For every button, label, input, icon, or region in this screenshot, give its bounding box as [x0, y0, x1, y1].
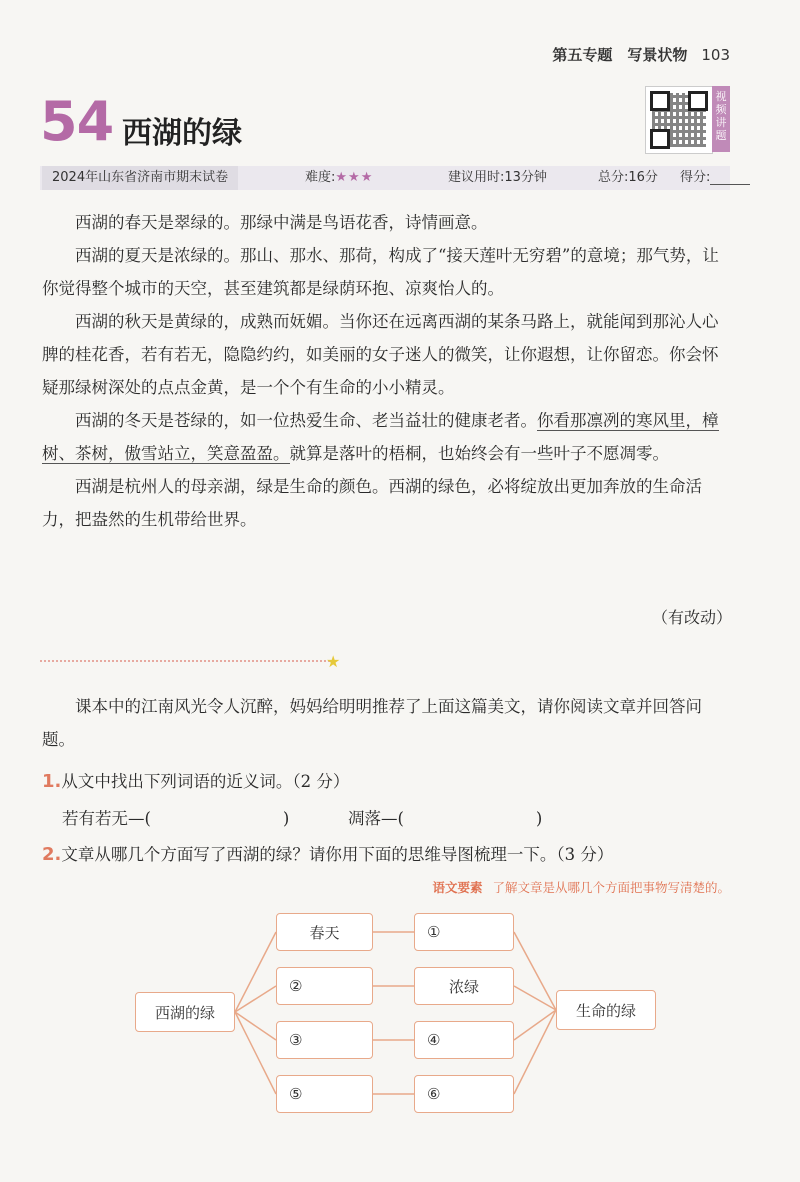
lesson-title: 西湖的绿	[122, 116, 242, 151]
score-label: 得分:	[680, 170, 711, 185]
mindmap-right-box[interactable]: ⑥	[414, 1075, 514, 1113]
mindmap-left-box[interactable]: ⑤	[276, 1075, 373, 1113]
suggested-time: 建议用时:13分钟	[448, 170, 547, 185]
article-paragraph: 西湖的夏天是浓绿的。那山、那水、那荷，构成了“接天莲叶无穷碧”的意境；那气势，让你觉得整个城市的天空，甚至建筑都是绿荫环抱、凉爽怡人的。	[42, 246, 719, 298]
underlined-sentence: 你看那凛冽的寒风里，樟树、茶树，傲雪站立，笑意盈盈。	[42, 411, 719, 463]
question-text: 从文中找出下列词语的近义词。（2 分）	[61, 772, 350, 791]
question-text: 文章从哪几个方面写了西湖的绿？请你用下面的思维导图梳理一下。（3 分）	[61, 845, 614, 864]
article	[42, 206, 732, 536]
sentence: 就算是落叶的梧桐，也始终会有一些叶子不愿凋零。	[289, 444, 669, 463]
article-paragraph: 西湖的春天是翠绿的。那绿中满是鸟语花香，诗情画意。	[75, 213, 488, 232]
star-icon: ★	[326, 652, 341, 671]
mindmap-right-box: 浓绿	[414, 967, 514, 1005]
question-number: 2.	[42, 844, 62, 865]
q1-blank-a[interactable]: 若有若无—( )	[62, 809, 290, 828]
article-paragraph: 西湖的秋天是黄绿的，成熟而妩媚。当你还在远离西湖的某条马路上，就能闻到那沁人心脾的桂花香，若有若无，隐隐约约，如美丽的女子迷人的微笑，让你遐想，让你留恋。你会怀疑那绿树深处的点点金黄，是一个个有生命的小小精灵。	[42, 312, 719, 397]
difficulty-stars: ★★★	[335, 170, 374, 185]
mindmap-end: 生命的绿	[556, 990, 656, 1030]
intro-text: 课本中的江南风光令人沉醉，妈妈给明明推荐了上面这篇美文，请你阅读文章并回答问题。	[42, 697, 702, 749]
tip	[432, 878, 730, 896]
video-explain-tag[interactable]: 视频讲题	[712, 86, 730, 152]
tip-text: 了解文章是从哪几个方面把事物写清楚的。	[492, 880, 730, 895]
score-field	[680, 166, 750, 190]
lesson-number: 54	[40, 90, 114, 153]
article-paragraph: 西湖是杭州人的母亲湖，绿是生命的颜色。西湖的绿色，必将绽放出更加奔放的生命活力，把盎然的生机带给世界。	[42, 477, 702, 529]
q1-blank-b[interactable]: 凋落—( )	[348, 809, 543, 828]
page-header	[552, 44, 730, 65]
article-paragraph	[42, 404, 732, 470]
mindmap-root: 西湖的绿	[135, 992, 235, 1032]
total-score: 总分:16分	[598, 170, 658, 185]
intro	[42, 690, 732, 756]
mindmap-right-box[interactable]: ①	[414, 913, 514, 951]
question-2	[42, 841, 613, 865]
mindmap-left-box[interactable]: ③	[276, 1021, 373, 1059]
mindmap-left-box: 春天	[276, 913, 373, 951]
difficulty-label: 难度:	[305, 170, 336, 185]
section-title: 第五专题 写景状物	[552, 46, 688, 64]
page-number: 103	[701, 46, 730, 64]
mindmap-left-box[interactable]: ②	[276, 967, 373, 1005]
tip-label: 语文要素	[432, 880, 483, 895]
question-1	[42, 768, 349, 792]
question-number: 1.	[42, 771, 62, 792]
adapted-note: （有改动）	[651, 608, 732, 627]
divider	[40, 660, 330, 662]
qr-code-icon[interactable]	[645, 86, 713, 154]
mindmap-right-box[interactable]: ④	[414, 1021, 514, 1059]
exam-source: 2024年山东省济南市期末试卷	[42, 166, 238, 190]
score-blank[interactable]	[710, 170, 750, 185]
sentence: 西湖的冬天是苍绿的，如一位热爱生命、老当益壮的健康老者。	[75, 411, 537, 430]
difficulty	[305, 166, 373, 190]
